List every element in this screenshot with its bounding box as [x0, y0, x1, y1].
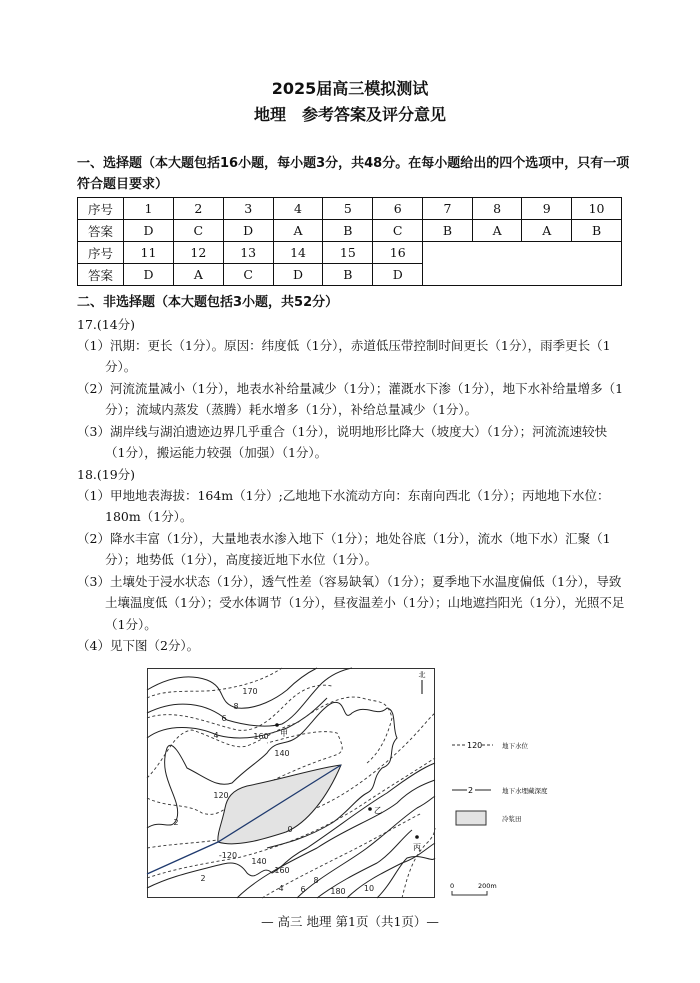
cell: A: [173, 264, 223, 286]
cell: 9: [522, 198, 572, 220]
point-jia-label: 甲: [280, 729, 288, 738]
empty-cell: [423, 242, 622, 286]
cell: 4: [273, 198, 323, 220]
cell: B: [572, 220, 622, 242]
cell: B: [423, 220, 473, 242]
q18-answer-4: （4）见下图（2分）。: [77, 638, 200, 653]
scale-zero: 0: [450, 882, 455, 890]
map-label: 160: [274, 866, 290, 875]
groundwater-map: [147, 668, 548, 904]
page-footer: — 高三 地理 第1页（共1页）—: [261, 914, 439, 929]
map-label: 140: [251, 857, 267, 866]
north-label: 北: [418, 671, 426, 679]
cell: A: [273, 220, 323, 242]
legend-water-table-text: 地下水位: [502, 742, 528, 750]
cell: 7: [423, 198, 473, 220]
map-label: 180: [330, 887, 346, 896]
cell: B: [323, 220, 373, 242]
cell: 3: [223, 198, 273, 220]
table-row: [78, 198, 622, 220]
legend-depth-sample: 2: [468, 786, 474, 795]
point-yi-marker: [368, 807, 372, 811]
cell-label: 序号: [78, 242, 124, 264]
cell: 8: [472, 198, 522, 220]
map-label: 140: [274, 749, 290, 758]
cell: D: [124, 220, 174, 242]
q17-answer-1: （1）汛期：更长（1分）。原因：纬度低（1分），赤道低压带控制时间更长（1分），雨季更长（1分）。: [77, 338, 611, 375]
cell-label: 答案: [78, 220, 124, 242]
point-yi-label: 乙: [374, 806, 382, 815]
map-label: 6: [221, 714, 227, 723]
legend-water-table-sample: 120: [467, 741, 483, 750]
cell: 15: [323, 242, 373, 264]
page-subtitle: 地理 参考答案及评分意见: [253, 105, 446, 124]
point-bing-marker: [415, 835, 419, 839]
q18-answer-2: （2）降水丰富（1分），大量地表水渗入地下（1分）；地处谷底（1分），流水（地下水）汇聚（1分）；地势低（1分），高度接近地下水位（1分）。: [77, 531, 611, 568]
map-label: 6: [300, 885, 306, 894]
map-label: 120: [213, 791, 229, 800]
cell: 6: [373, 198, 423, 220]
section2-heading: 二、非选择题（本大题包括3小题，共52分）: [77, 295, 339, 310]
page-title: 2025届高三模拟测试: [271, 79, 429, 98]
table-row: [78, 220, 622, 242]
cell-label: 序号: [78, 198, 124, 220]
map-label: 8: [233, 702, 239, 711]
map-label: 170: [242, 687, 258, 696]
map-label: 160: [253, 732, 269, 741]
legend-cold-field-swatch: [456, 811, 486, 825]
legend-depth-text: 地下水埋藏深度: [502, 787, 548, 795]
point-bing-label: 丙: [413, 843, 421, 852]
cell: C: [173, 220, 223, 242]
table-row: [78, 242, 622, 264]
section1-heading: 一、选择题（本大题包括16小题，每小题3分，共48分。在每小题给出的四个选项中，只有一项符合题目要求）: [77, 156, 630, 192]
q17-header: 17.(14分): [77, 317, 136, 332]
scale-distance: 200m: [478, 882, 497, 890]
map-label: 0: [287, 825, 293, 834]
q18-header: 18.(19分): [77, 467, 136, 482]
cell: D: [124, 264, 174, 286]
map-label: 10: [363, 884, 375, 893]
cell: D: [223, 220, 273, 242]
cell: 2: [173, 198, 223, 220]
cell: D: [273, 264, 323, 286]
map-label: 2: [173, 818, 179, 827]
map-label: 8: [313, 876, 319, 885]
scale-bar: [452, 891, 487, 895]
q17-answer-2: （2）河流流量减小（1分），地表水补给量减少（1分）；灌溉水下渗（1分），地下水补给量增多（1分）；流域内蒸发（蒸腾）耗水增多（1分），补给总量减少（1分）。: [77, 381, 624, 418]
point-jia-marker: [275, 723, 279, 727]
map-label: 2: [200, 874, 206, 883]
cell: 5: [323, 198, 373, 220]
map-label: 4: [213, 731, 219, 740]
map-legend: [450, 741, 548, 895]
cell: 1: [124, 198, 174, 220]
cell: D: [373, 264, 423, 286]
cell: 16: [373, 242, 423, 264]
answer-table: [77, 197, 622, 286]
cell: C: [223, 264, 273, 286]
cell: A: [472, 220, 522, 242]
cell-label: 答案: [78, 264, 124, 286]
map-label: -120: [218, 851, 238, 860]
cell: B: [323, 264, 373, 286]
cell: 11: [124, 242, 174, 264]
cell: A: [522, 220, 572, 242]
q17-answer-3: （3）湖岸线与湖泊遗迹边界几乎重合（1分），说明地形比降大（坡度大）（1分）；河流流速较快（1分），搬运能力较强（加强）（1分）。: [77, 424, 608, 461]
cell: 10: [572, 198, 622, 220]
cell: 13: [223, 242, 273, 264]
q18-answer-1: （1）甲地地表海拔：164m（1分）;乙地地下水流动方向：东南向西北（1分）；丙地地下水位：180m（1分）。: [77, 488, 610, 525]
cell: 14: [273, 242, 323, 264]
map-label: 4: [278, 884, 284, 893]
q18-answer-3: （3）土壤处于浸水状态（1分），透气性差（容易缺氧）（1分）；夏季地下水温度偏低（1分），导致土壤温度低（1分）；受水体调节（1分），昼夜温差小（1分）；山地遮挡阳光（1分），光照不足（1分）。: [77, 574, 625, 632]
cell: C: [373, 220, 423, 242]
legend-cold-field-text: 冷浆田: [502, 815, 522, 823]
cell: 12: [173, 242, 223, 264]
